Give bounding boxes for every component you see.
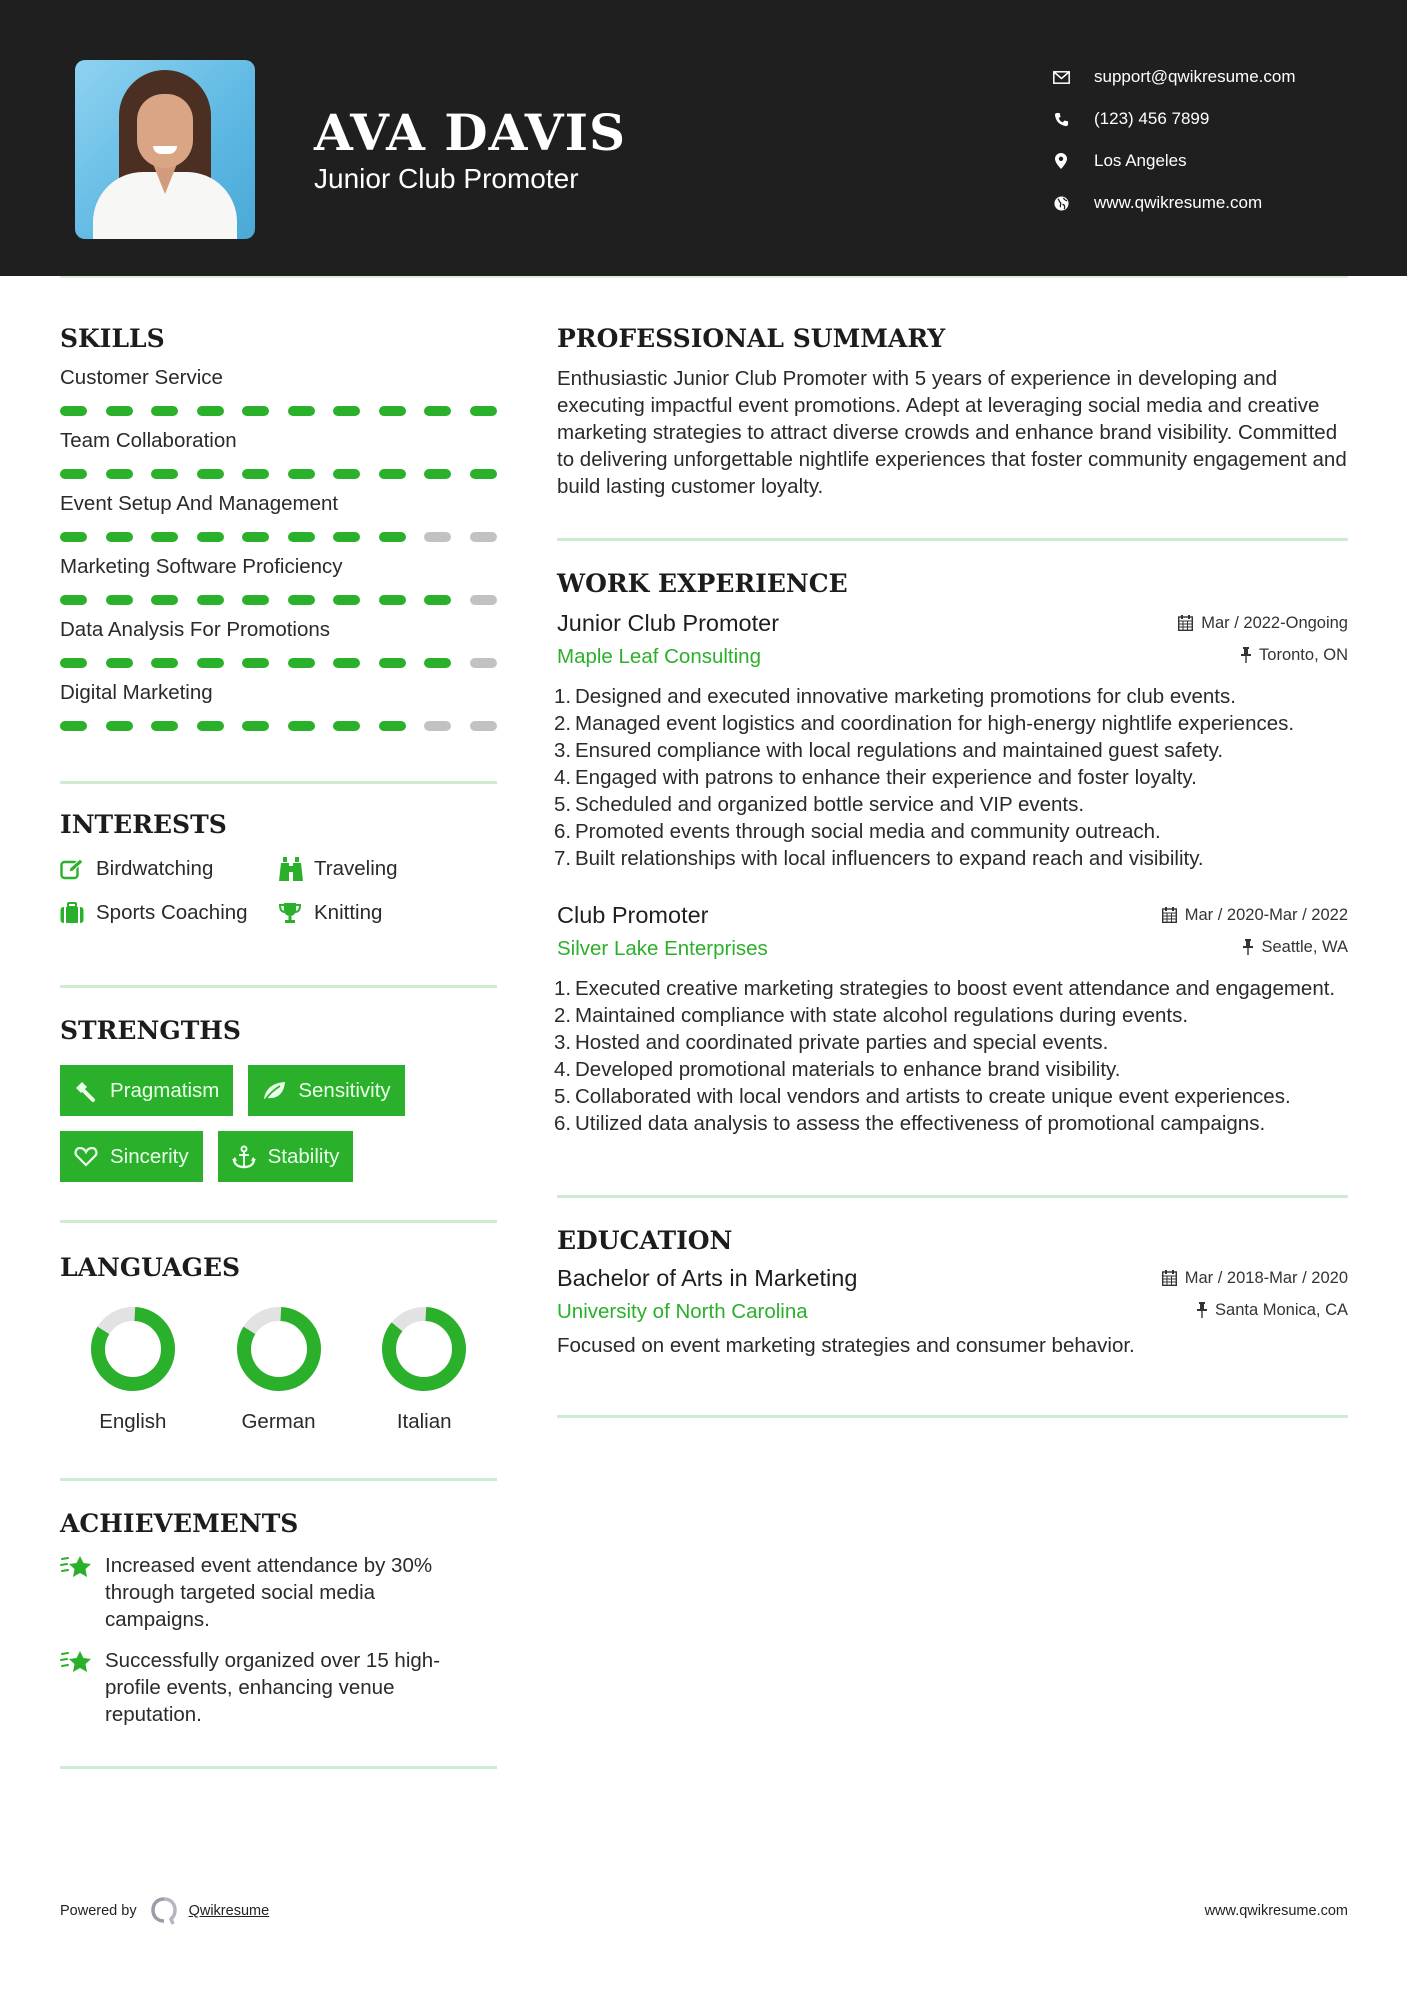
rating-dash-filled [424,406,451,416]
interest-item [278,899,488,927]
rating-dash-filled [197,721,224,731]
skill-label: Customer Service [60,366,223,389]
skill-rating-bar [60,721,497,731]
skill-item [60,554,497,605]
rating-dash-filled [288,406,315,416]
skills-title: SKILLS [60,324,165,353]
rating-dash-filled [288,469,315,479]
rating-dash-filled [60,532,87,542]
education-location [1197,1301,1348,1320]
pushpin-icon [1243,939,1253,955]
skill-label: Data Analysis For Promotions [60,618,331,641]
rating-dash-filled [379,532,406,542]
skill-rating-bar [60,658,497,668]
interest-item [60,855,278,883]
rating-dash-filled [60,658,87,668]
contact-list [1050,56,1296,224]
rating-dash-filled [242,658,269,668]
gavel-icon [74,1079,100,1103]
job-bullet: 6. Utilized data analysis to assess the effectiveness of promotional campaigns. [554,1112,1266,1135]
job-location-text: Seattle, WA [1261,937,1348,956]
achievements-list [60,1552,497,1728]
rating-dash-filled [60,595,87,605]
strength-label: Sincerity [110,1144,189,1168]
interest-label: Sports Coaching [96,901,248,924]
rating-dash-filled [424,658,451,668]
rating-dash-filled [106,532,133,542]
header-divider [60,276,1348,278]
achievement-item [60,1647,497,1728]
jobs-list [554,610,1348,1137]
rating-dash-filled [333,406,360,416]
strength-label: Stability [267,1144,340,1168]
rating-dash-filled [106,658,133,668]
rating-dash-filled [379,721,406,731]
job-bullet: 5. Scheduled and organized bottle service and VIP events. [554,793,1085,816]
strength-badge [218,1131,354,1182]
interest-item [60,899,278,927]
job-role: Club Promoter [557,902,709,928]
strength-label: Pragmatism [110,1078,220,1102]
interest-label: Knitting [314,901,383,924]
rating-dash-filled [106,469,133,479]
strength-badge [60,1065,233,1116]
contact-website[interactable] [1050,182,1296,224]
company-name: Silver Lake Enterprises [557,937,768,960]
globe-icon [1050,194,1072,212]
rating-dash-filled [470,406,497,416]
footer [60,1897,1348,1925]
binoculars-icon [278,857,304,881]
section-divider [60,1766,497,1769]
skill-item [60,428,497,479]
rating-dash-filled [197,532,224,542]
rating-dash-filled [242,406,269,416]
rating-dash-filled [197,595,224,605]
candidate-title: Junior Club Promoter [314,163,579,194]
education-description: Focused on event marketing strategies and consumer behavior. [557,1334,1135,1357]
skills-list [60,365,497,731]
rating-dash-filled [379,469,406,479]
achievement-text: Successfully organized over 15 high-profile events, enhancing venue reputation. [105,1649,441,1726]
job-bullet: 3. Ensured compliance with local regulations and maintained guest safety. [554,739,1224,762]
achievements-section [60,1481,497,1728]
rating-dash-filled [333,721,360,731]
experience-title: WORK EXPERIENCE [557,569,848,598]
strength-badge [60,1131,203,1182]
interests-title: INTERESTS [60,810,227,839]
resume-header [0,0,1407,276]
rating-dash-filled [333,469,360,479]
skill-item [60,680,497,731]
rating-dash-filled [60,469,87,479]
rating-dash-filled [151,406,178,416]
skill-item [60,491,497,542]
pushpin-icon [1241,647,1251,663]
rating-dash-filled [288,658,315,668]
job-dates [1162,906,1348,925]
star-icon [60,1647,105,1728]
rating-dash-filled [151,469,178,479]
achievement-item [60,1552,497,1633]
contact-location [1050,140,1296,182]
calendar-icon [1178,615,1193,631]
calendar-icon [1162,907,1177,923]
rating-dash-filled [242,721,269,731]
contact-phone-text: (123) 456 7899 [1094,109,1210,128]
job-location-text: Toronto, ON [1259,645,1348,664]
rating-dash-filled [333,658,360,668]
summary-text: Enthusiastic Junior Club Promoter with 5 years of experience in developing and executing impactful event promotions. Adept at leveraging social media and creative marketing strategies to attract diverse crowds and enhance brand visibility. Committed to delivering unforgettable nightlife experiences that foster community engagement and build lasting customer loyalty. [557,367,1347,498]
skill-rating-bar [60,406,497,416]
skill-rating-bar [60,595,497,605]
rating-dash-filled [60,406,87,416]
education-dates [1162,1269,1348,1288]
rating-dash-filled [379,658,406,668]
profile-photo [75,60,255,239]
job-bullet: 2. Maintained compliance with state alcohol regulations during events. [554,1004,1189,1027]
education-entry [557,1265,1348,1359]
strengths-section [60,988,497,1182]
contact-location-text: Los Angeles [1094,151,1187,170]
skills-section [60,300,497,731]
rating-dash-empty [424,532,451,542]
rating-dash-filled [106,721,133,731]
rating-dash-filled [424,469,451,479]
job-bullet: 2. Managed event logistics and coordination for high-energy nightlife experiences. [554,712,1295,735]
rating-dash-filled [288,595,315,605]
education-dates-text: Mar / 2018-Mar / 2020 [1184,1268,1348,1287]
rating-dash-filled [151,658,178,668]
language-item [351,1306,497,1434]
skill-label: Event Setup And Management [60,492,339,515]
language-label: Italian [396,1410,452,1433]
experience-section [554,541,1348,1137]
leaf-icon [262,1079,288,1103]
job-bullets [554,975,1348,1137]
languages-list [60,1306,497,1434]
job-bullet: 5. Collaborated with local vendors and artists to create unique event experiences. [554,1085,1291,1108]
skill-label: Digital Marketing [60,681,213,704]
phone-icon [1050,110,1072,128]
language-label: German [241,1410,316,1433]
left-column [60,300,497,1769]
contact-website-text: www.qwikresume.com [1094,193,1263,212]
interests-list [60,855,497,927]
language-label: English [99,1410,167,1433]
education-title: EDUCATION [557,1226,733,1255]
heart-icon [74,1145,100,1169]
contact-phone[interactable] [1050,98,1296,140]
job-dates [1178,614,1348,633]
suitcase-icon [60,901,86,925]
rating-dash-filled [197,658,224,668]
contact-email-text: support@qwikresume.com [1094,67,1296,86]
rating-dash-filled [151,595,178,605]
job-bullet: 7. Built relationships with local influencers to expand reach and visibility. [554,847,1204,870]
rating-dash-filled [151,721,178,731]
skill-item [60,617,497,668]
star-icon [60,1552,105,1633]
achievements-title: ACHIEVEMENTS [60,1509,299,1538]
education-location-text: Santa Monica, CA [1215,1300,1348,1319]
skill-label: Team Collaboration [60,429,237,452]
skill-rating-bar [60,469,497,479]
envelope-icon [1050,68,1072,86]
strengths-list [60,1065,497,1182]
school-name: University of North Carolina [557,1300,808,1323]
rating-dash-filled [288,721,315,731]
summary-title: PROFESSIONAL SUMMARY [557,324,946,353]
education-section [557,1198,1348,1359]
job-bullet: 1. Executed creative marketing strategies to boost event attendance and engagement. [554,977,1336,1000]
strengths-title: STRENGTHS [60,1016,241,1045]
skill-item [60,365,497,416]
rating-dash-empty [470,658,497,668]
rating-dash-filled [106,595,133,605]
skill-rating-bar [60,532,497,542]
interest-label: Traveling [314,857,398,880]
right-column [554,300,1348,1418]
job-bullets [554,683,1348,872]
contact-email[interactable] [1050,56,1296,98]
rating-dash-filled [60,721,87,731]
language-item [206,1306,352,1434]
company-name: Maple Leaf Consulting [557,645,761,668]
job-dates-text: Mar / 2022-Ongoing [1201,613,1348,632]
language-proficiency-ring [90,1306,176,1392]
job-entry [554,902,1348,1137]
anchor-icon [232,1145,258,1169]
section-divider [557,1415,1348,1418]
powered-by [60,1897,269,1925]
footer-website[interactable]: www.qwikresume.com [1204,1903,1348,1919]
rating-dash-filled [333,532,360,542]
languages-section [60,1223,497,1434]
rating-dash-filled [197,469,224,479]
rating-dash-filled [151,532,178,542]
rating-dash-filled [333,595,360,605]
achievement-text: Increased event attendance by 30% through targeted social media campaigns. [105,1554,433,1631]
interest-item [278,855,488,883]
rating-dash-filled [424,595,451,605]
map-marker-icon [1050,152,1072,170]
strength-badge [248,1065,404,1116]
calendar-icon [1162,1270,1177,1286]
job-location [1241,646,1348,665]
rating-dash-filled [379,595,406,605]
rating-dash-filled [242,595,269,605]
rating-dash-filled [197,406,224,416]
rating-dash-empty [470,721,497,731]
job-role: Junior Club Promoter [557,610,780,636]
powered-by-label: Powered by [60,1903,137,1919]
strength-label: Sensitivity [298,1078,391,1102]
degree-title: Bachelor of Arts in Marketing [557,1265,858,1291]
edit-icon [60,857,86,881]
rating-dash-filled [470,469,497,479]
rating-dash-filled [242,469,269,479]
rating-dash-filled [242,532,269,542]
interest-label: Birdwatching [96,857,214,880]
job-bullet: 4. Engaged with patrons to enhance their experience and foster loyalty. [554,766,1197,789]
candidate-name: AVA DAVIS [314,103,627,162]
rating-dash-filled [106,406,133,416]
job-bullet: 1. Designed and executed innovative marketing promotions for club events. [554,685,1236,708]
qwikresume-logo-icon [151,1897,177,1925]
rating-dash-filled [288,532,315,542]
job-bullet: 6. Promoted events through social media and community outreach. [554,820,1161,843]
pushpin-icon [1197,1302,1207,1318]
language-item [60,1306,206,1434]
job-bullet: 3. Hosted and coordinated private parties and special events. [554,1031,1109,1054]
skill-label: Marketing Software Proficiency [60,555,343,578]
trophy-icon [278,901,304,925]
rating-dash-empty [424,721,451,731]
languages-title: LANGUAGES [60,1253,241,1282]
language-proficiency-ring [381,1306,467,1392]
rating-dash-empty [470,532,497,542]
language-proficiency-ring [236,1306,322,1392]
rating-dash-empty [470,595,497,605]
qwikresume-link[interactable]: Qwikresume [188,1903,270,1919]
summary-section [557,300,1348,500]
rating-dash-filled [379,406,406,416]
job-entry [554,610,1348,872]
interests-section [60,784,497,927]
job-location [1243,938,1348,957]
job-dates-text: Mar / 2020-Mar / 2022 [1184,905,1348,924]
job-bullet: 4. Developed promotional materials to enhance brand visibility. [554,1058,1121,1081]
